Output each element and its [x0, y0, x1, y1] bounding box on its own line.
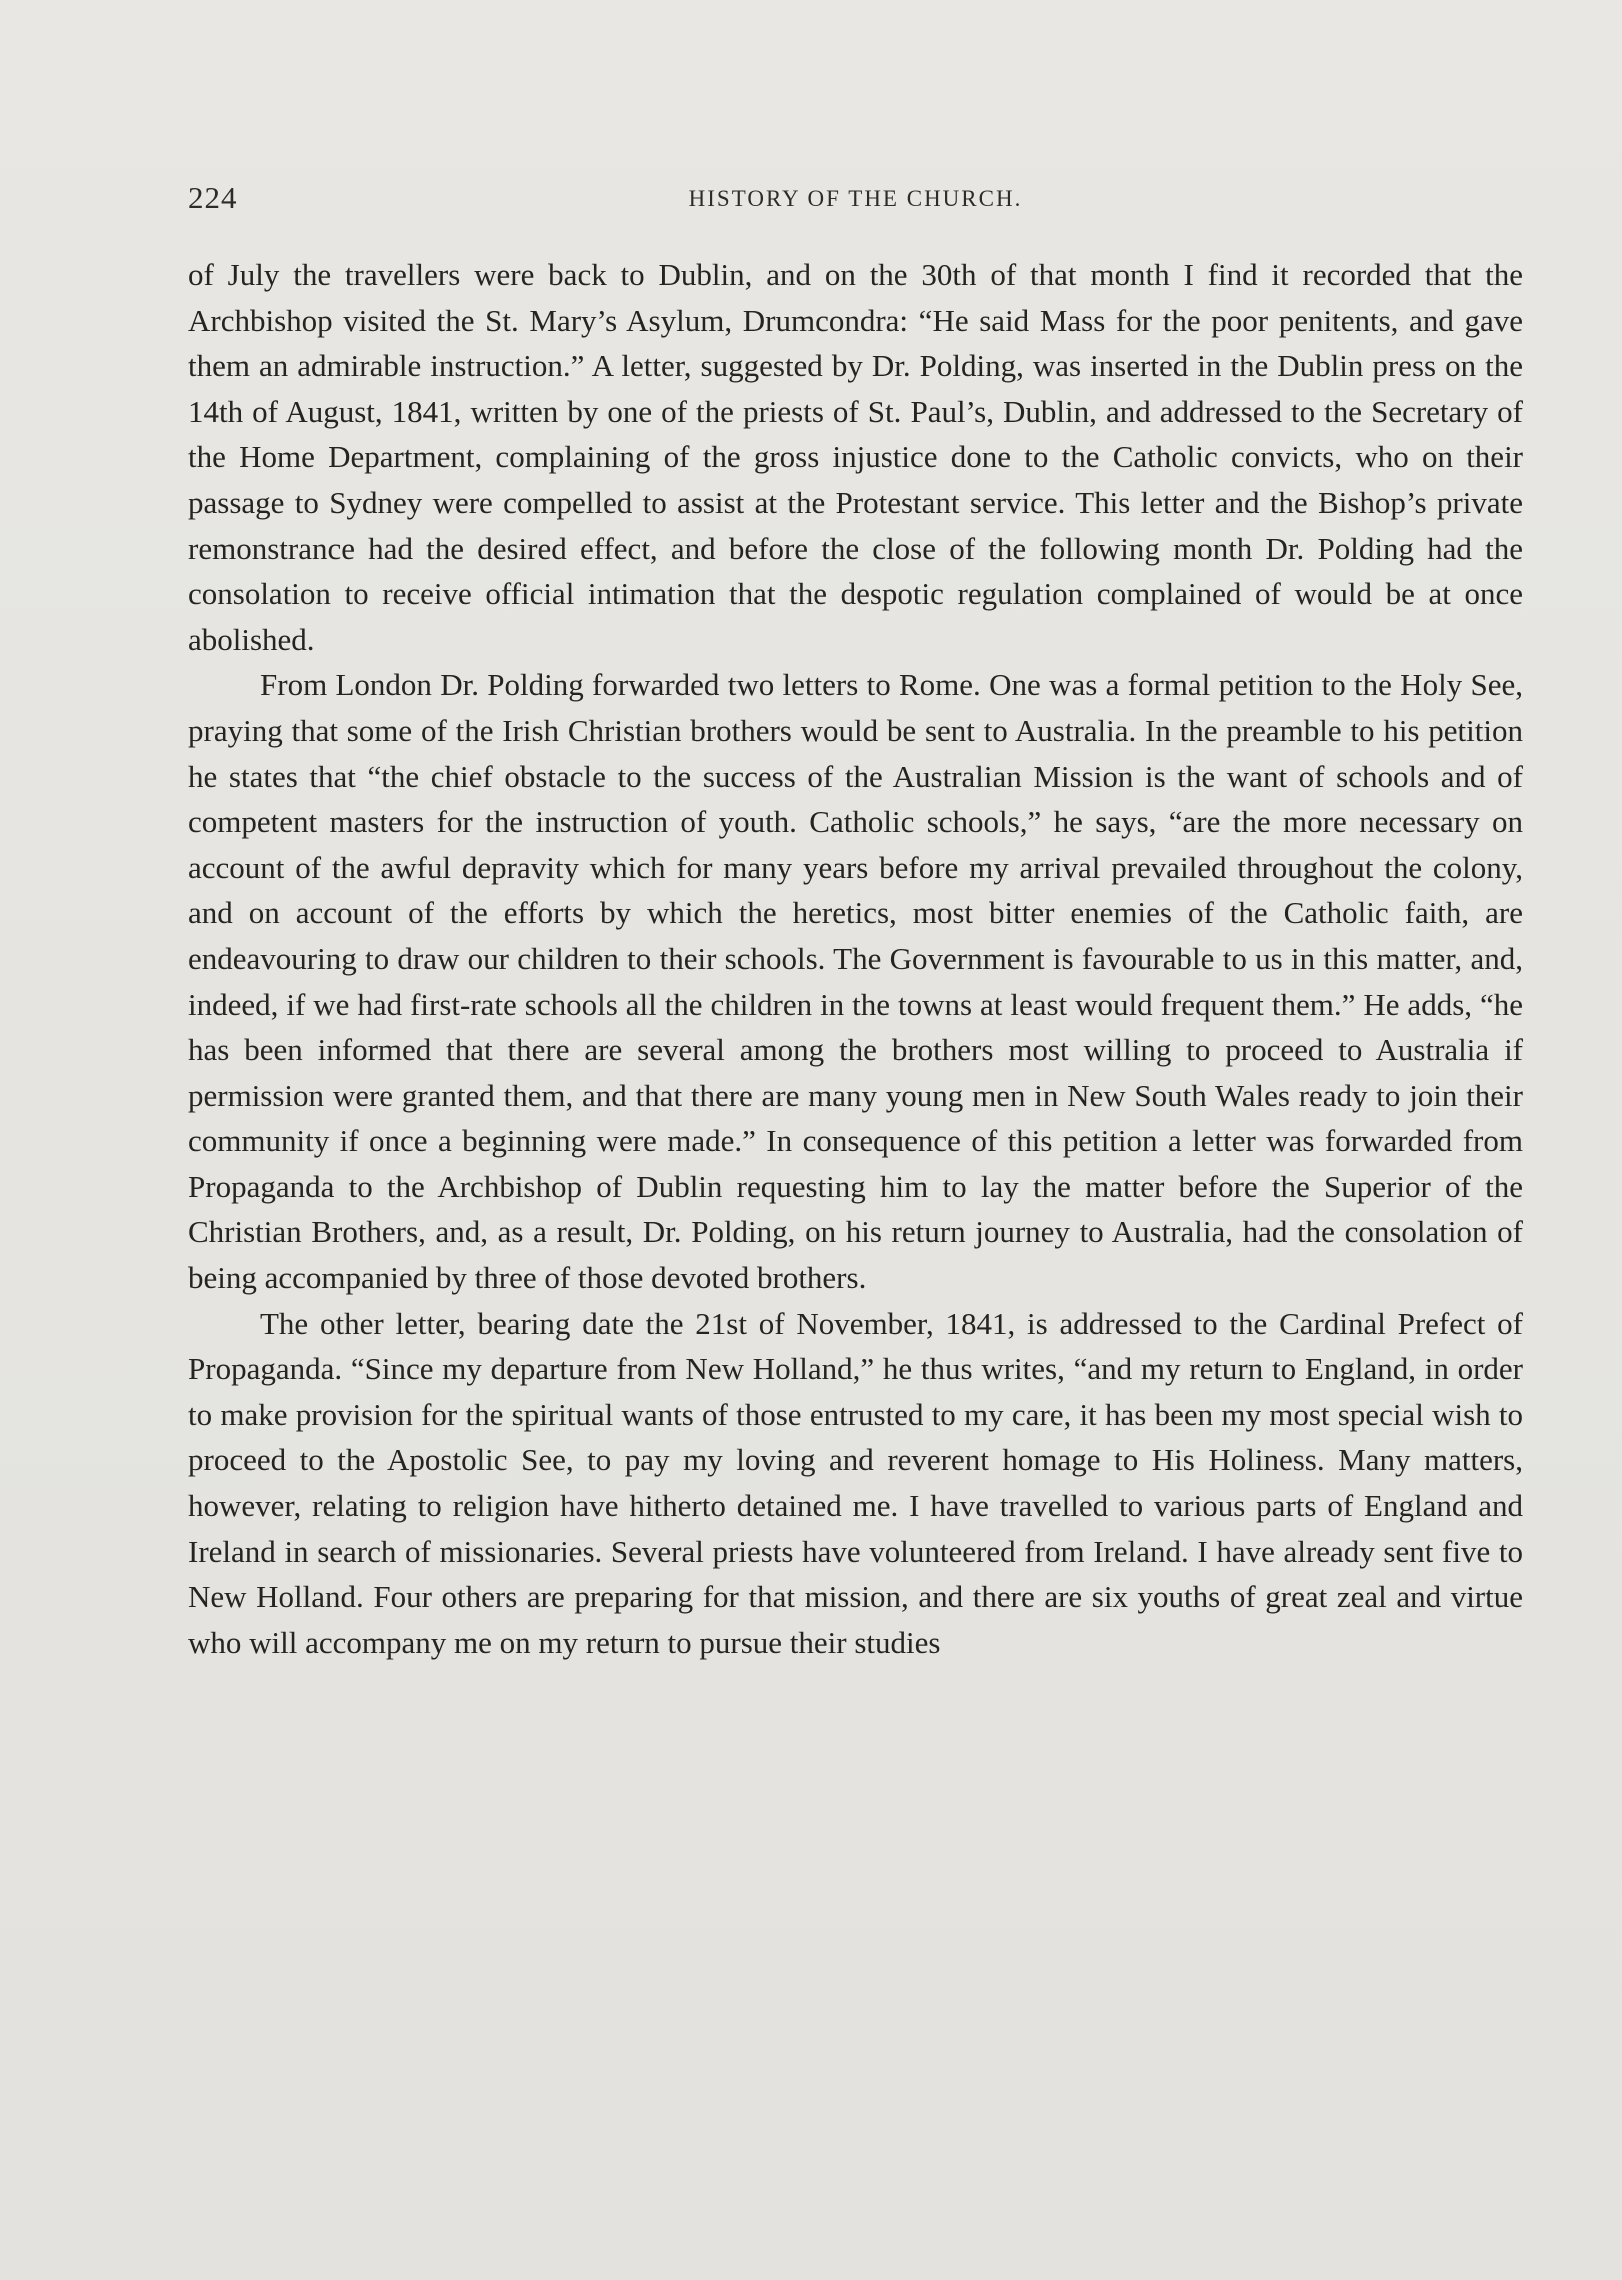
page-header	[188, 180, 1523, 220]
running-title: HISTORY OF THE CHURCH.	[688, 186, 1023, 211]
paragraph: The other letter, bearing date the 21st of November, 1841, is addressed to the Cardinal Prefect of Propaganda. “Since my departure from New Holland,” he thus writes, “and my return to England, in order to make provision for the spiritual wants of those entrusted to my care, it has been my most special wish to proceed to the Apostolic See, to pay my loving and reverent homage to His Holiness. Many matters, however, relating to religion have hitherto detained me. I have travelled to various parts of England and Ireland in search of missionaries. Several priests have volunteered from Ireland. I have already sent five to New Holland. Four others are preparing for that mission, and there are six youths of great zeal and virtue who will accompany me on my return to pursue their studies	[188, 1305, 1523, 1660]
page-number: 224	[188, 180, 238, 215]
paragraph: From London Dr. Polding forwarded two letters to Rome. One was a formal petition to the Holy See, praying that some of the Irish Christian brothers would be sent to Australia. In the preamble to his petition he states that “the chief obstacle to the success of the Australian Mission is the want of schools and of competent masters for the instruction of youth. Catholic schools,” he says, “are the more necessary on account of the awful depravity which for many years before my arrival prevailed throughout the colony, and on account of the efforts by which the heretics, most bitter enemies of the Catholic faith, are endeavouring to draw our children to their schools. The Government is favourable to us in this matter, and, indeed, if we had first-rate schools all the children in the towns at least would frequent them.” He adds, “he has been informed that there are several among the brothers most willing to proceed to Australia if permission were granted them, and that there are many young men in New South Wales ready to join their community if once a beginning were made.” In consequence of this petition a letter was forwarded from Propaganda to the Archbishop of Dublin requesting him to lay the matter before the Superior of the Christian Brothers, and, as a result, Dr. Polding, on his return journey to Australia, had the consolation of being accompanied by three of those devoted brothers.	[188, 667, 1523, 1296]
body-text	[188, 252, 1523, 1665]
paragraph-continued: of July the travellers were back to Dublin, and on the 30th of that month I find it recorded that the Archbishop visited the St. Mary’s Asylum, Drumcondra: “He said Mass for the poor penitents, and gave them an admirable instruction.” A letter, suggested by Dr. Polding, was inserted in the Dublin press on the 14th of August, 1841, written by one of the priests of St. Paul’s, Dublin, and addressed to the Secretary of the Home Department, complaining of the gross injustice done to the Catholic convicts, who on their passage to Sydney were compelled to assist at the Protestant service. This letter and the Bishop’s private remonstrance had the desired effect, and before the close of the following month Dr. Polding had the consolation to receive official intimation that the despotic regulation complained of would be at once abolished.	[188, 257, 1523, 657]
